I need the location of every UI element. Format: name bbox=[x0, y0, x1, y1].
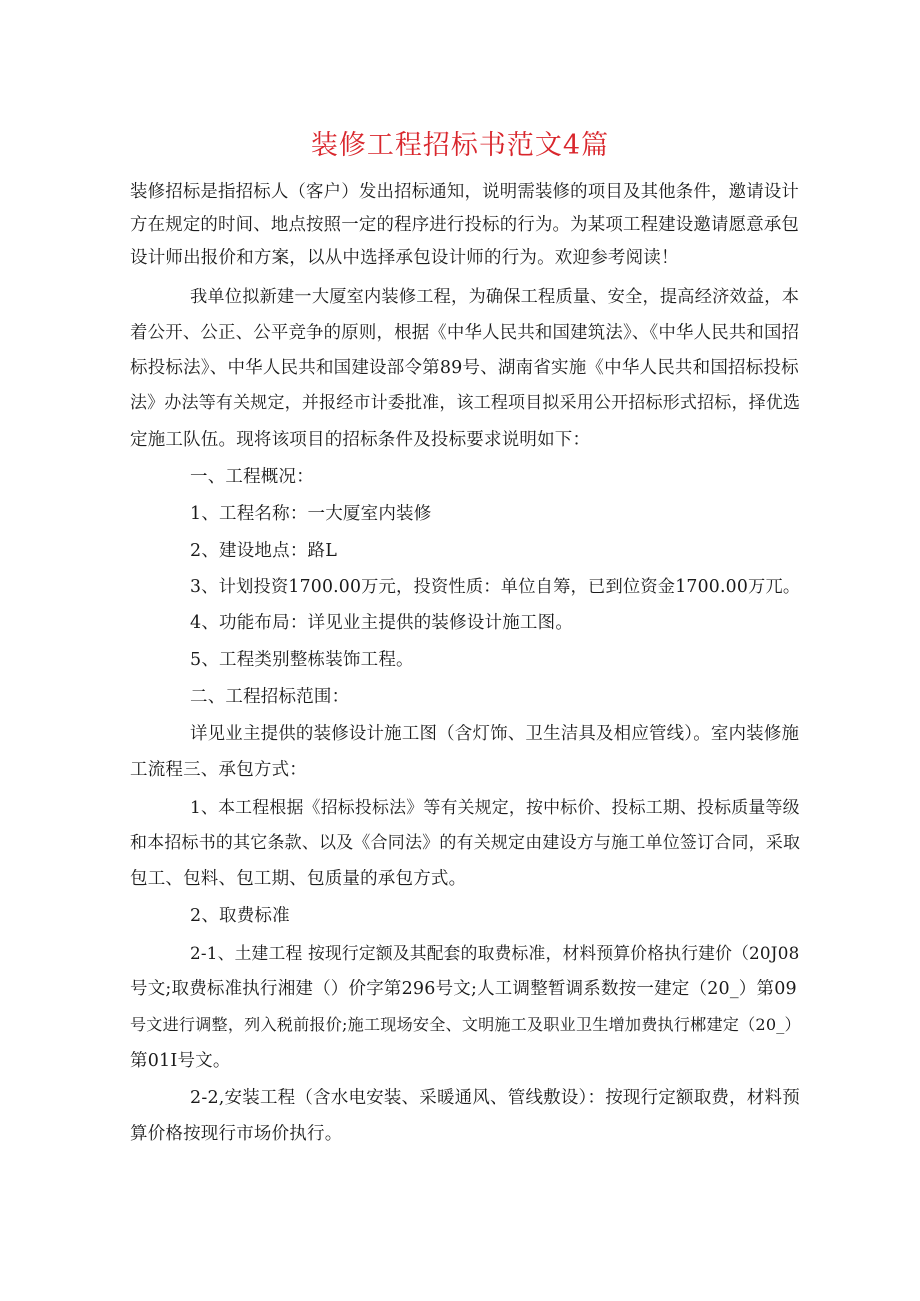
list-item: 3、计划投资1700.00万元，投资性质：单位自筹，已到位资金1700.00万兀。 bbox=[190, 577, 801, 597]
paragraph-line: 装修招标是指招标人（客户）发出招标通知，说明需装修的项目及其他条件，邀请设计 bbox=[130, 182, 800, 202]
paragraph-line: 工流程三、承包方式： bbox=[130, 760, 307, 780]
paragraph-line: 包工、包料、包工期、包质量的承包方式。 bbox=[130, 869, 467, 889]
paragraph-line: 1、本工程根据《招标投标法》等有关规定，按中标价、投标工期、投标质量等级 bbox=[190, 797, 800, 817]
section-heading: 2、取费标准 bbox=[190, 906, 290, 926]
paragraph-line: 设计师出报价和方案，以从中选择承包设计师的行为。欢迎参考阅读！ bbox=[130, 248, 679, 268]
paragraph-line: 2-2,安装工程（含水电安装、采暖通风、管线敷设）：按现行定额取费，材料预 bbox=[190, 1088, 800, 1108]
list-item: 1、工程名称：一大厦室内装修 bbox=[190, 504, 432, 524]
paragraph-line: 号文进行调整，列入税前报价;施工现场安全、文明施工及职业卫生增加费执行郴建定（20_） bbox=[130, 1015, 801, 1034]
paragraph-line: 和本招标书的其它条款、以及《合同法》的有关规定由建设方与施工单位签订合同，采取 bbox=[130, 833, 801, 853]
paragraph-line: 着公开、公正、公平竞争的原则，根据《中华人民共和国建筑法》、《中华人民共和国招 bbox=[130, 323, 800, 343]
section-heading: 二、工程招标范围： bbox=[190, 687, 350, 707]
paragraph-line: 算价格按现行市场价执行。 bbox=[130, 1124, 343, 1144]
paragraph-line: 定施工队伍。现将该项目的招标条件及投标要求说明如下： bbox=[130, 430, 591, 450]
paragraph-line: 第01I号文。 bbox=[130, 1051, 231, 1071]
section-heading: 一、工程概况： bbox=[190, 467, 314, 487]
document-title: 装修工程招标书范文4篇 bbox=[310, 130, 610, 161]
list-item: 2、建设地点：路L bbox=[190, 541, 338, 561]
paragraph-line: 法》办法等有关规定，并报经市计委批准，该工程项目拟采用公开招标形式招标，择优选 bbox=[130, 393, 801, 413]
list-item: 5、工程类别整栋装饰工程。 bbox=[190, 650, 414, 670]
list-item: 4、功能布局：详见业主提供的装修设计施工图。 bbox=[190, 613, 574, 633]
paragraph-line: 标投标法》、中华人民共和国建设部令第89号、湖南省实施《中华人民共和国招标投标 bbox=[130, 358, 799, 378]
paragraph-line: 方在规定的时间、地点按照一定的程序进行投标的行为。为某项工程建设邀请愿意承包 bbox=[130, 215, 800, 235]
paragraph-line: 号文;取费标准执行湘建（）价字第296号文;人工调整暂调系数按一建定（20_）第09 bbox=[130, 979, 797, 999]
paragraph-line: 详见业主提供的装修设计施工图（含灯饰、卫生洁具及相应管线）。室内装修施 bbox=[190, 724, 800, 744]
paragraph-line: 2-1、土建工程 按现行定额及其配套的取费标准，材料预算价格执行建价（20J08 bbox=[190, 943, 800, 963]
paragraph-line: 我单位拟新建一大厦室内装修工程，为确保工程质量、安全，提高经济效益，本 bbox=[190, 287, 800, 307]
